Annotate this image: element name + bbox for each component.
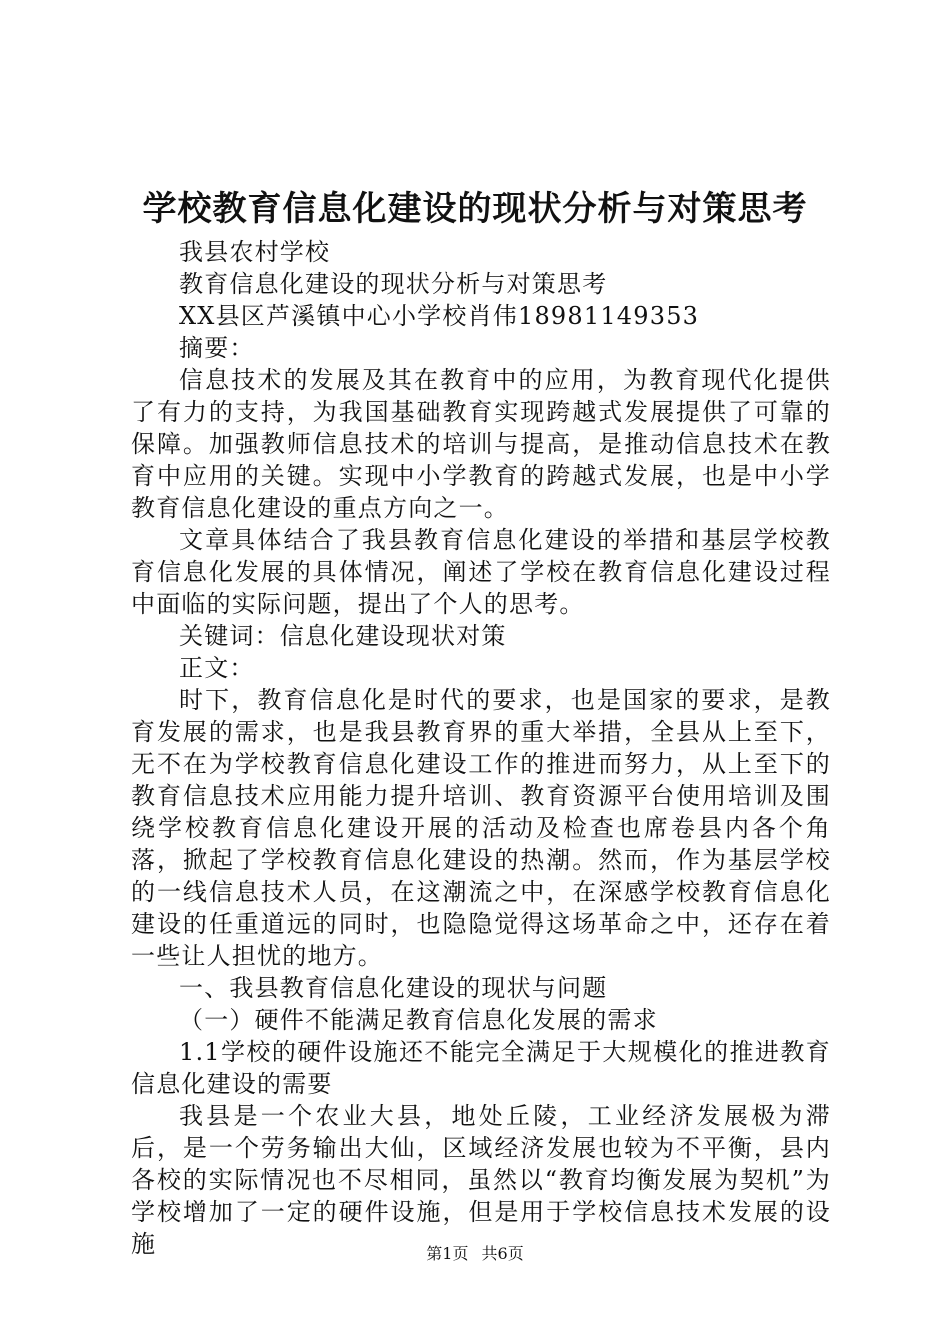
paragraph-main-2: 我县是一个农业大县，地处丘陵，工业经济发展极为滞后，是一个劳务输出大仙，区域经济发展也较为不平衡，县内各校的实际情况也不尽相同，虽然以“教育均衡发展为契机”为学校增加了一定的硬件设施，但是用于学校信息技术发展的设施 xyxy=(131,1102,831,1258)
paragraph-subtitle-2: 教育信息化建设的现状分析与对策思考 xyxy=(179,270,608,298)
page-number: 第1页 xyxy=(426,1244,469,1263)
document-title: 学校教育信息化建设的现状分析与对策思考 xyxy=(142,189,808,229)
paragraph-main-1: 时下，教育信息化是时代的要求，也是国家的要求，是教育发展的需求，也是我县教育界的重大举措，全县从上至下，无不在为学校教育信息化建设工作的推进而努力，从上至下的教育信息技术应用能力提升培训、教育资源平台使用培训及围绕学校教育信息化建设开展的活动及检查也席卷县内各个角落，掀起了学校教育信息化建设的热潮。然而，作为基层学校的一线信息技术人员，在这潮流之中，在深感学校教育信息化建设的任重道远的同时，也隐隐觉得这场革命之中，还存在着一些让人担忧的地方。 xyxy=(131,686,831,970)
subsection-heading-1: （一）硬件不能满足教育信息化发展的需求 xyxy=(179,1006,658,1034)
paragraph-subtitle-1: 我县农村学校 xyxy=(179,238,331,266)
paragraph-main-heading: 正文： xyxy=(179,654,255,682)
section-heading-1: 一、我县教育信息化建设的现状与问题 xyxy=(179,974,608,1002)
document-body xyxy=(131,236,831,1260)
paragraph-keywords: 关键词：信息化建设现状对策 xyxy=(179,622,507,650)
paragraph-abstract-heading: 摘要： xyxy=(179,334,255,362)
page-footer xyxy=(0,1243,950,1265)
paragraph-abstract-1: 信息技术的发展及其在教育中的应用，为教育现代化提供了有力的支持，为我国基础教育实现跨越式发展提供了可靠的保障。加强教师信息技术的培训与提高，是推动信息技术在教育中应用的关键。实现中小学教育的跨越式发展，也是中小学教育信息化建设的重点方向之一。 xyxy=(131,366,831,522)
page-total: 共6页 xyxy=(481,1244,524,1263)
subsection-heading-1-1: 1.1学校的硬件设施还不能完全满足于大规模化的推进教育信息化建设的需要 xyxy=(131,1038,831,1098)
paragraph-abstract-2: 文章具体结合了我县教育信息化建设的举措和基层学校教育信息化发展的具体情况，阐述了学校在教育信息化建设过程中面临的实际问题，提出了个人的思考。 xyxy=(131,526,831,618)
paragraph-author: XX县区芦溪镇中心小学校肖伟18981149353 xyxy=(179,302,700,330)
